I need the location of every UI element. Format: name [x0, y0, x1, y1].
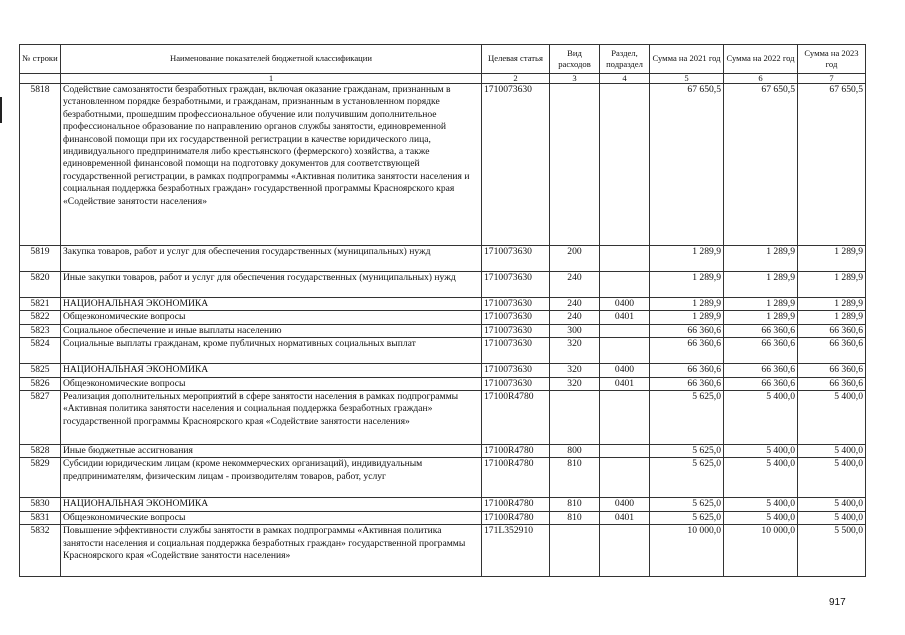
- header-expense-type: Вид расходов: [550, 45, 600, 74]
- row-sum-2021: 5 625,0: [650, 458, 724, 498]
- row-section: 0400: [600, 498, 650, 511]
- row-sum-2023: 5 500,0: [798, 525, 866, 577]
- row-sum-2021: 66 360,6: [650, 377, 724, 390]
- row-section: [600, 445, 650, 458]
- row-expense-type: 240: [550, 272, 600, 298]
- row-name: Общеэкономические вопросы: [61, 511, 482, 524]
- row-expense-type: 810: [550, 498, 600, 511]
- row-sum-2023: 1 289,9: [798, 272, 866, 298]
- row-name: Повышение эффективности службы занятости в рамках подпрограммы «Активная политика занятости населения и социальная поддержка безработных граждан» государственной программы Красноярского края «Содействие занятости населения»: [61, 525, 482, 577]
- row-sum-2022: 5 400,0: [724, 458, 798, 498]
- row-target-article: 1710073630: [482, 338, 550, 364]
- row-sum-2022: 5 400,0: [724, 445, 798, 458]
- row-sum-2022: 1 289,9: [724, 298, 798, 311]
- column-number: 1: [61, 74, 482, 84]
- header-section: Раздел, подраздел: [600, 45, 650, 74]
- column-number: 5: [650, 74, 724, 84]
- table-row: [20, 272, 866, 298]
- header-sum-2021: Сумма на 2021 год: [650, 45, 724, 74]
- row-target-article: 1710073630: [482, 246, 550, 272]
- header-target-article: Целевая статья: [482, 45, 550, 74]
- row-sum-2021: 5 625,0: [650, 445, 724, 458]
- row-section: 0401: [600, 311, 650, 324]
- table-row: [20, 525, 866, 577]
- row-section: [600, 272, 650, 298]
- row-expense-type: 810: [550, 511, 600, 524]
- header-name: Наименование показателей бюджетной классификации: [61, 45, 482, 74]
- row-number: 5821: [20, 298, 61, 311]
- table-row: [20, 298, 866, 311]
- row-sum-2023: 1 289,9: [798, 246, 866, 272]
- table-row: [20, 445, 866, 458]
- row-number: 5818: [20, 84, 61, 246]
- table-row: [20, 458, 866, 498]
- row-target-article: 17100R4780: [482, 445, 550, 458]
- row-name: Закупка товаров, работ и услуг для обеспечения государственных (муниципальных) нужд: [61, 246, 482, 272]
- row-number: 5830: [20, 498, 61, 511]
- row-sum-2021: 5 625,0: [650, 511, 724, 524]
- row-sum-2022: 66 360,6: [724, 324, 798, 337]
- table-row: [20, 311, 866, 324]
- column-number: 7: [798, 74, 866, 84]
- row-sum-2023: 5 400,0: [798, 498, 866, 511]
- column-number: 4: [600, 74, 650, 84]
- row-sum-2023: 1 289,9: [798, 298, 866, 311]
- row-number: 5825: [20, 364, 61, 377]
- row-section: [600, 246, 650, 272]
- row-section: [600, 525, 650, 577]
- table-row: [20, 377, 866, 390]
- header-row-number: № строки: [20, 45, 61, 74]
- row-sum-2022: 66 360,6: [724, 338, 798, 364]
- row-sum-2021: 1 289,9: [650, 246, 724, 272]
- row-sum-2021: 66 360,6: [650, 324, 724, 337]
- row-sum-2023: 66 360,6: [798, 364, 866, 377]
- row-sum-2023: 5 400,0: [798, 511, 866, 524]
- row-section: [600, 338, 650, 364]
- row-name: НАЦИОНАЛЬНАЯ ЭКОНОМИКА: [61, 498, 482, 511]
- row-name: Иные закупки товаров, работ и услуг для обеспечения государственных (муниципальных) нужд: [61, 272, 482, 298]
- row-target-article: 17100R4780: [482, 458, 550, 498]
- table-row: [20, 511, 866, 524]
- row-sum-2021: 5 625,0: [650, 498, 724, 511]
- row-section: [600, 458, 650, 498]
- row-expense-type: 320: [550, 338, 600, 364]
- column-number: 2: [482, 74, 550, 84]
- row-target-article: 1710073630: [482, 364, 550, 377]
- margin-mark: [0, 97, 2, 123]
- row-sum-2021: 1 289,9: [650, 311, 724, 324]
- row-number: 5824: [20, 338, 61, 364]
- row-sum-2022: 67 650,5: [724, 84, 798, 246]
- row-number: 5831: [20, 511, 61, 524]
- column-number-row: [20, 74, 866, 84]
- row-target-article: 17100R4780: [482, 498, 550, 511]
- budget-table: [19, 44, 866, 577]
- row-number: 5826: [20, 377, 61, 390]
- row-expense-type: 810: [550, 458, 600, 498]
- row-section: 0400: [600, 364, 650, 377]
- column-number: 6: [724, 74, 798, 84]
- row-sum-2023: 66 360,6: [798, 324, 866, 337]
- row-number: 5832: [20, 525, 61, 577]
- row-name: Общеэкономические вопросы: [61, 377, 482, 390]
- column-number: 3: [550, 74, 600, 84]
- row-section: [600, 391, 650, 445]
- row-section: 0400: [600, 298, 650, 311]
- row-sum-2023: 5 400,0: [798, 445, 866, 458]
- row-sum-2022: 1 289,9: [724, 246, 798, 272]
- row-name: Общеэкономические вопросы: [61, 311, 482, 324]
- row-number: 5820: [20, 272, 61, 298]
- row-number: 5823: [20, 324, 61, 337]
- row-sum-2022: 66 360,6: [724, 364, 798, 377]
- row-sum-2023: 5 400,0: [798, 458, 866, 498]
- row-number: 5829: [20, 458, 61, 498]
- table-row: [20, 391, 866, 445]
- row-sum-2021: 66 360,6: [650, 338, 724, 364]
- row-expense-type: 320: [550, 377, 600, 390]
- row-section: [600, 324, 650, 337]
- row-target-article: 17100R4780: [482, 511, 550, 524]
- row-number: 5828: [20, 445, 61, 458]
- row-expense-type: [550, 391, 600, 445]
- row-sum-2021: 5 625,0: [650, 391, 724, 445]
- row-expense-type: 200: [550, 246, 600, 272]
- row-expense-type: 320: [550, 364, 600, 377]
- row-target-article: 1710073630: [482, 324, 550, 337]
- header-row: [20, 45, 866, 74]
- row-target-article: 171L352910: [482, 525, 550, 577]
- header-sum-2023: Сумма на 2023 год: [798, 45, 866, 74]
- row-sum-2021: 66 360,6: [650, 364, 724, 377]
- row-name: Социальное обеспечение и иные выплаты населению: [61, 324, 482, 337]
- row-sum-2022: 5 400,0: [724, 511, 798, 524]
- row-expense-type: [550, 525, 600, 577]
- row-sum-2021: 10 000,0: [650, 525, 724, 577]
- table-row: [20, 324, 866, 337]
- row-sum-2022: 1 289,9: [724, 272, 798, 298]
- row-sum-2023: 66 360,6: [798, 377, 866, 390]
- row-name: Социальные выплаты гражданам, кроме публичных нормативных социальных выплат: [61, 338, 482, 364]
- row-sum-2022: 10 000,0: [724, 525, 798, 577]
- row-sum-2023: 1 289,9: [798, 311, 866, 324]
- row-sum-2021: 67 650,5: [650, 84, 724, 246]
- column-number: [20, 74, 61, 84]
- row-section: 0401: [600, 511, 650, 524]
- row-sum-2022: 5 400,0: [724, 498, 798, 511]
- row-number: 5822: [20, 311, 61, 324]
- row-name: Субсидии юридическим лицам (кроме некоммерческих организаций), индивидуальным предпринимателям, физическим лицам - производителям товаров, работ, услуг: [61, 458, 482, 498]
- table-row: [20, 498, 866, 511]
- row-sum-2022: 66 360,6: [724, 377, 798, 390]
- row-name: Содействие самозанятости безработных граждан, включая оказание гражданам, признанным в установленном порядке безработными, и гражданам, признанным в установленном порядке безработными, прошедшим профессиональное обучение или получившим дополнительное профессиональное образование по направлению органов службы занятости, единовременной финансовой помощи при их государственной регистрации в качестве юридического лица, индивидуального предпринимателя либо крестьянского (фермерского) хозяйства, а также единовременной финансовой помощи на подготовку документов для соответствующей государственной регистрации, в рамках подпрограммы «Активная политика занятости населения и социальная поддержка безработных граждан» государственной программы Красноярского края «Содействие занятости населения»: [61, 84, 482, 246]
- row-expense-type: 800: [550, 445, 600, 458]
- row-target-article: 1710073630: [482, 272, 550, 298]
- row-expense-type: 240: [550, 311, 600, 324]
- row-target-article: 1710073630: [482, 311, 550, 324]
- table-row: [20, 84, 866, 246]
- row-target-article: 1710073630: [482, 377, 550, 390]
- row-sum-2022: 1 289,9: [724, 311, 798, 324]
- header-sum-2022: Сумма на 2022 год: [724, 45, 798, 74]
- row-number: 5819: [20, 246, 61, 272]
- row-section: [600, 84, 650, 246]
- row-sum-2021: 1 289,9: [650, 298, 724, 311]
- row-sum-2021: 1 289,9: [650, 272, 724, 298]
- row-sum-2023: 67 650,5: [798, 84, 866, 246]
- page-number: 917: [829, 597, 846, 608]
- row-name: Реализация дополнительных мероприятий в сфере занятости населения в рамках подпрограммы «Активная политика занятости населения и социальная поддержка безработных граждан» государственной программы Красноярского края «Содействие занятости населения»: [61, 391, 482, 445]
- row-name: Иные бюджетные ассигнования: [61, 445, 482, 458]
- row-sum-2022: 5 400,0: [724, 391, 798, 445]
- row-target-article: 1710073630: [482, 298, 550, 311]
- row-sum-2023: 5 400,0: [798, 391, 866, 445]
- table-row: [20, 338, 866, 364]
- row-name: НАЦИОНАЛЬНАЯ ЭКОНОМИКА: [61, 298, 482, 311]
- row-expense-type: 240: [550, 298, 600, 311]
- row-number: 5827: [20, 391, 61, 445]
- row-sum-2023: 66 360,6: [798, 338, 866, 364]
- row-section: 0401: [600, 377, 650, 390]
- row-target-article: 1710073630: [482, 84, 550, 246]
- row-expense-type: 300: [550, 324, 600, 337]
- table-row: [20, 364, 866, 377]
- row-name: НАЦИОНАЛЬНАЯ ЭКОНОМИКА: [61, 364, 482, 377]
- row-expense-type: [550, 84, 600, 246]
- table-row: [20, 246, 866, 272]
- row-target-article: 17100R4780: [482, 391, 550, 445]
